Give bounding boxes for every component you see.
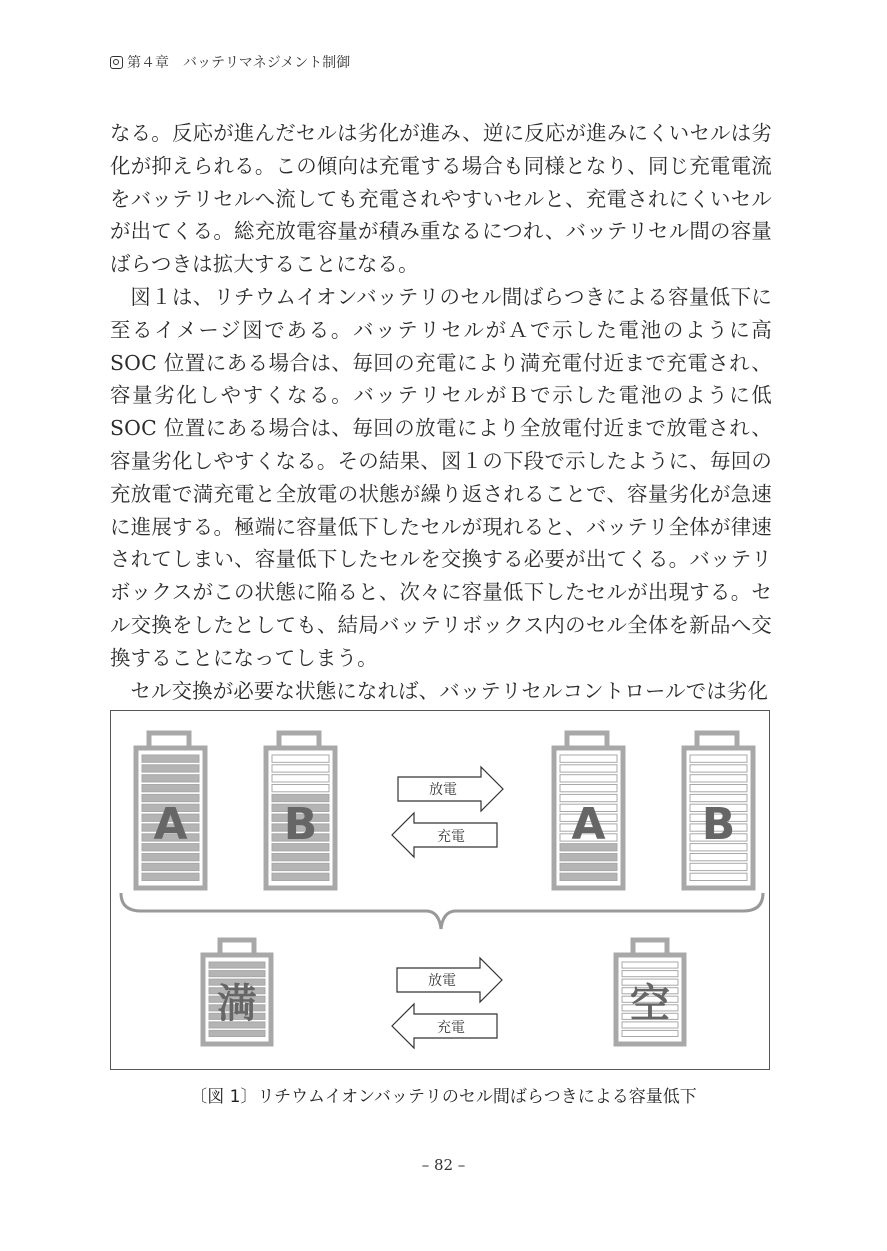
paragraph-3: セル交換が必要な状態になれば、バッテリセルコントロールでは劣化 [130, 678, 769, 703]
battery-cell-segment [142, 755, 199, 762]
battery-label: B [283, 799, 318, 850]
battery-cell-segment [560, 765, 617, 772]
battery-cell-segment [560, 854, 617, 861]
battery-cell-segment [272, 785, 329, 792]
battery-label: A [571, 799, 606, 850]
battery-cell-segment [690, 785, 747, 792]
arrow-label: 充電 [437, 1020, 465, 1036]
battery-cell-segment [272, 863, 329, 870]
arrow-label: 放電 [428, 973, 456, 989]
battery-cell-segment [272, 755, 329, 762]
figure-1 [110, 710, 770, 1070]
arrow-label: 放電 [429, 782, 457, 798]
battery-cell-segment [209, 962, 265, 968]
battery-cell-segment [622, 962, 678, 968]
battery-cell-segment [142, 863, 199, 870]
battery-top-left-b [266, 733, 335, 888]
battery-cell-segment [690, 755, 747, 762]
battery-cell-segment [622, 1030, 678, 1036]
body-text [110, 117, 772, 707]
battery-cell-segment [142, 785, 199, 792]
battery-cell-segment [560, 785, 617, 792]
chapter-title: 第４章 バッテリマネジメント制御 [127, 55, 351, 71]
battery-cell-segment [209, 971, 265, 977]
chapter-icon [110, 56, 123, 69]
battery-label: 空 [630, 981, 670, 1027]
arrow-right-discharge-top [398, 767, 503, 811]
curly-brace [121, 893, 763, 929]
battery-cell-segment [690, 854, 747, 861]
battery-cell-segment [560, 863, 617, 870]
battery-cell-segment [142, 765, 199, 772]
battery-cell-segment [560, 873, 617, 880]
battery-top-right-b [684, 733, 753, 888]
battery-top-right-a [554, 733, 623, 888]
arrow-right-discharge-bottom [397, 958, 502, 1002]
battery-cell-segment [142, 854, 199, 861]
running-header [110, 52, 350, 72]
paragraph-2: 図１は、リチウムイオンバッテリのセル間ばらつきによる容量低下に至るイメージ図である。バッテリセルがＡで示した電池のように高SOC 位置にある場合は、毎回の充電により満充電付近まで充電され、容量劣化しやすくなる。バッテリセルがＢで示した電池のように低SOC 位置にある場合は、毎回の放電により全放電付近まで放電され、容量劣化しやすくなる。その結果、図１の下段で示したように、毎回の充放電で満充電と全放電の状態が繰り返されることで、容量劣化が急速に進展する。極端に容量低下したセルが現れると、バッテリ全体が律速されてしまい、容量低下したセルを交換する必要が出てくる。バッテリボックスがこの状態に陥ると、次々に容量低下したセルが出現する。セル交換をしたとしても、結局バッテリボックス内のセル全体を新品へ交換することになってしまう。 [110, 284, 772, 670]
battery-cell-segment [272, 775, 329, 782]
battery-cell-segment [622, 971, 678, 977]
arrow-left-charge-top [392, 813, 497, 857]
arrow-label: 充電 [437, 829, 465, 845]
paragraph-1: なる。反応が進んだセルは劣化が進み、逆に反応が進みにくいセルは劣化が抑えられる。この傾向は充電する場合も同様となり、同じ充電電流をバッテリセルへ流しても充電されやすいセルと、充電されにくいセルが出てくる。総充放電容量が積み重なるにつれ、バッテリセル間の容量ばらつきは拡大することになる。 [110, 121, 772, 277]
battery-cell-segment [142, 873, 199, 880]
page-number: – 82 – [421, 1156, 466, 1174]
battery-cell-segment [209, 1030, 265, 1036]
battery-cell-segment [142, 775, 199, 782]
battery-label: B [701, 799, 736, 850]
battery-cell-segment [690, 873, 747, 880]
battery-label: A [153, 799, 188, 850]
battery-full [203, 940, 271, 1044]
battery-cell-segment [690, 863, 747, 870]
arrow-left-charge-bottom [392, 1004, 497, 1048]
battery-cell-segment [272, 854, 329, 861]
battery-empty [616, 940, 684, 1044]
battery-top-left-a [136, 733, 205, 888]
figure-diagram [111, 711, 771, 1071]
battery-cell-segment [690, 765, 747, 772]
battery-label: 満 [217, 981, 257, 1027]
battery-cell-segment [690, 775, 747, 782]
figure-caption: 〔図 1〕リチウムイオンバッテリのセル間ばらつきによる容量低下 [190, 1087, 697, 1107]
battery-cell-segment [560, 775, 617, 782]
battery-cell-segment [272, 765, 329, 772]
battery-cell-segment [272, 873, 329, 880]
battery-cell-segment [560, 755, 617, 762]
